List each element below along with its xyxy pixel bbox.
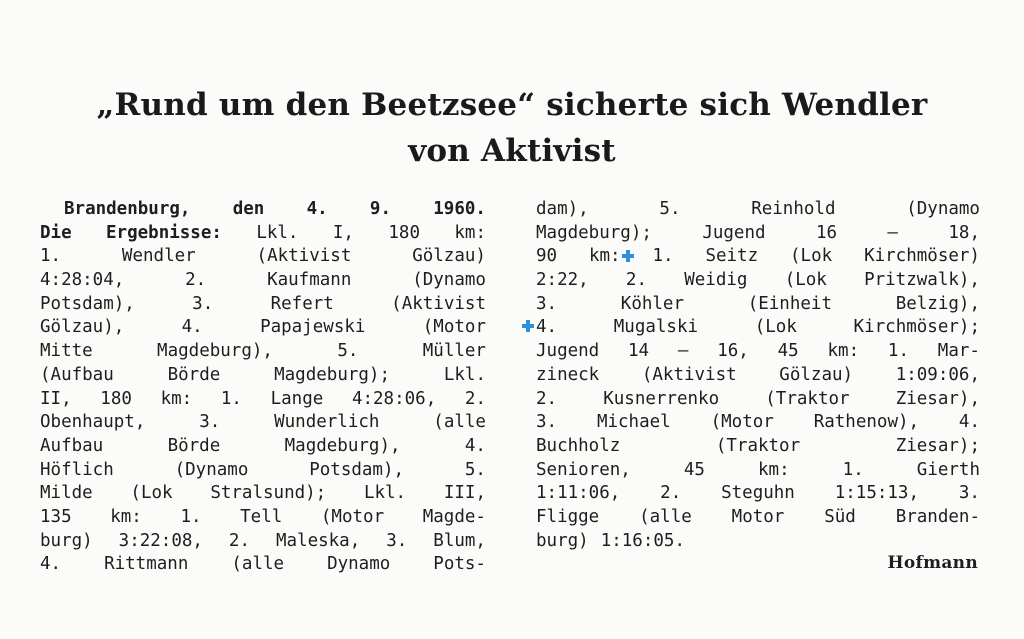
text-line (536, 245, 980, 269)
word: 1. (842, 459, 864, 480)
word: III, (443, 483, 486, 504)
word: Potsdam), (40, 293, 135, 314)
word: (alle (639, 506, 692, 527)
word: 3. (536, 412, 558, 433)
article-column-left (40, 198, 486, 577)
word: Kusnerrenko (603, 388, 720, 409)
word: 4:28:06, (351, 388, 437, 409)
word: 1. (220, 388, 242, 409)
word: 4. (536, 317, 558, 338)
text-line (536, 411, 980, 435)
text-line (536, 222, 980, 246)
word: km: (110, 506, 142, 527)
word: Müller (422, 341, 486, 362)
blue-cross-marker-icon (622, 250, 634, 262)
word: dam), (536, 199, 589, 219)
word: 4. (464, 435, 486, 456)
text-line (536, 530, 980, 554)
word: 135 (40, 506, 72, 527)
word: Brandenburg, (64, 199, 191, 219)
word: km: (758, 459, 790, 480)
word: 1:16:05. (600, 530, 685, 551)
word: Obenhaupt, (40, 412, 146, 433)
word: 1:15:13, (834, 483, 920, 504)
word: Pots- (433, 554, 486, 575)
word: Weidig (684, 270, 748, 291)
word: Lkl. (443, 364, 486, 385)
text-line (40, 388, 486, 412)
word: Ziesar); (895, 435, 980, 456)
word: Kirchmöser) (864, 246, 980, 267)
text-line (40, 482, 486, 506)
word: 2. (185, 270, 207, 291)
word: Gierth (916, 459, 980, 480)
text-line (40, 530, 486, 554)
word: I, (332, 222, 354, 243)
word: (Aktivist (641, 364, 737, 385)
word: km: (588, 246, 621, 267)
word: km: (827, 341, 860, 362)
word: (Dynamo (906, 199, 980, 219)
text-line (536, 435, 980, 459)
word: 1. (652, 246, 674, 267)
word: Branden- (895, 506, 980, 527)
word: (Motor (710, 412, 774, 433)
word: Fligge (536, 506, 600, 527)
headline-line-2: von Aktivist (408, 133, 616, 169)
word: 5. (659, 199, 681, 219)
word: Michael (596, 412, 671, 433)
word: 5. (464, 459, 486, 480)
article-headline (0, 82, 1024, 174)
word: 1. (180, 506, 202, 527)
word: Mar- (937, 341, 980, 362)
word: Blum, (433, 530, 486, 551)
author-byline: Hofmann (887, 553, 978, 573)
word: 2. (464, 388, 486, 409)
word: Wendler (121, 246, 196, 267)
text-line (536, 293, 980, 317)
word: 90 (536, 246, 558, 267)
word: 16, (717, 341, 749, 362)
word: Aufbau (40, 435, 104, 456)
word: Dynamo (327, 554, 391, 575)
text-line (40, 364, 486, 388)
text-line (40, 269, 486, 293)
word: Ergebnisse: (106, 222, 222, 243)
word: Buchholz (536, 435, 621, 456)
word: 1:11:06, (536, 483, 621, 504)
text-line (536, 269, 980, 293)
word: Gölzau) (412, 246, 486, 267)
word: Köhler (620, 293, 684, 314)
text-line (40, 411, 486, 435)
word: 45 (683, 459, 705, 480)
word: (Dynamo (174, 459, 249, 480)
word: Kaufmann (267, 270, 352, 291)
word: 1:09:06, (895, 364, 980, 385)
text-line (40, 198, 486, 222)
word: 1960. (433, 199, 486, 219)
text-line (40, 245, 486, 269)
word: burg) (536, 530, 589, 551)
word: 2. (625, 270, 647, 291)
word: – (677, 341, 689, 362)
word: Magdeburg), (284, 435, 401, 456)
word: (Dynamo (412, 270, 486, 291)
word: (Traktor (765, 388, 850, 409)
word: (Aktivist (256, 246, 352, 267)
text-line (536, 482, 980, 506)
word: Jugend (702, 222, 766, 243)
word: Motor (731, 506, 785, 527)
word: 16 (815, 222, 838, 243)
word: 2. (660, 483, 682, 504)
word: 180 (100, 388, 132, 409)
word: (Einheit (747, 293, 832, 314)
word: Wunderlich (274, 412, 380, 433)
word: Stralsund); (210, 483, 327, 504)
word: den (232, 199, 265, 219)
word: 4. (306, 199, 328, 219)
word: km: (160, 388, 193, 409)
word: (Lok (754, 317, 797, 338)
word: (Traktor (715, 435, 801, 456)
word: II, (40, 388, 72, 409)
word: Jugend (536, 341, 600, 362)
word: zineck (536, 364, 600, 385)
word: Ziesar), (895, 388, 980, 409)
word: Seitz (705, 246, 759, 267)
word: Die (40, 222, 72, 243)
word: Süd (824, 506, 856, 527)
word: burg) (40, 530, 93, 551)
word: Magde- (422, 506, 486, 527)
word: (alle (433, 412, 486, 433)
text-line (40, 506, 486, 530)
word: (Aktivist (391, 293, 486, 314)
word: 3. (199, 412, 221, 433)
word: Maleska, (275, 530, 361, 551)
word: Papajewski (260, 317, 366, 338)
word: (Lok (784, 270, 827, 291)
word: Magdeburg); (536, 222, 652, 243)
word: 5. (337, 341, 359, 362)
text-line (536, 198, 980, 222)
text-line (536, 388, 980, 412)
word: Pritzwalk), (864, 270, 980, 291)
word: Lkl. (256, 222, 299, 243)
text-line (536, 316, 980, 340)
word: Mugalski (613, 317, 699, 338)
text-line (536, 506, 980, 530)
word: Höflich (40, 459, 114, 480)
word: Rathenow), (813, 412, 920, 433)
word: 18, (948, 222, 980, 243)
text-line (40, 222, 486, 246)
word: 4. (40, 554, 62, 575)
word: Gölzau), (40, 317, 125, 338)
word: Gölzau) (779, 364, 854, 385)
word: 4:28:04, (40, 270, 125, 291)
word: Börde (167, 435, 221, 456)
word: (Motor (422, 317, 486, 338)
word: Kirchmöser); (853, 317, 980, 338)
text-line (40, 293, 486, 317)
word: 3:22:08, (118, 530, 203, 551)
text-line (40, 459, 486, 483)
word: 9. (369, 199, 391, 219)
word: 3. (386, 530, 408, 551)
word: 3. (536, 293, 558, 314)
word: 14 (628, 341, 650, 362)
word: Mitte (40, 341, 93, 362)
word: Magdeburg), (157, 341, 273, 362)
word: Senioren, (536, 459, 631, 480)
blue-cross-marker-icon (522, 320, 534, 332)
word: Lange (270, 388, 324, 409)
text-line (536, 459, 980, 483)
headline-line-1: „Rund um den Beetzsee“ sicherte sich Wendler (96, 87, 928, 123)
word: Refert (270, 293, 334, 314)
word: (alle (231, 554, 285, 575)
word: 1. (887, 341, 909, 362)
text-line (40, 316, 486, 340)
word: Milde (40, 483, 93, 504)
text-line (40, 340, 486, 364)
word: 45 (777, 341, 799, 362)
text-line (40, 435, 486, 459)
word: 3. (192, 293, 214, 314)
word: 2:22, (536, 270, 589, 291)
word: – (887, 222, 898, 243)
word: 180 (388, 222, 420, 243)
text-line (40, 553, 486, 577)
word: (Lok (790, 246, 833, 267)
word: Börde (167, 364, 221, 385)
word: 4. (958, 412, 980, 433)
word: Potsdam), (309, 459, 405, 480)
word: Steguhn (721, 483, 795, 504)
word: Magdeburg); (274, 364, 391, 385)
word: (Aufbau (40, 364, 114, 385)
word: km: (454, 222, 486, 243)
word: (Motor (320, 506, 385, 527)
word: 1. (40, 246, 62, 267)
word: 4. (181, 317, 203, 338)
word: Tell (240, 506, 283, 527)
word: Reinhold (751, 199, 836, 219)
text-line (536, 364, 980, 388)
word: Rittmann (104, 554, 189, 575)
word: 2. (228, 530, 250, 551)
word: 2. (536, 388, 558, 409)
word: 3. (958, 483, 980, 504)
article-column-right (536, 198, 980, 553)
word: Belzig), (895, 293, 980, 314)
word: Lkl. (363, 483, 407, 504)
word: (Lok (130, 483, 173, 504)
text-line (536, 340, 980, 364)
